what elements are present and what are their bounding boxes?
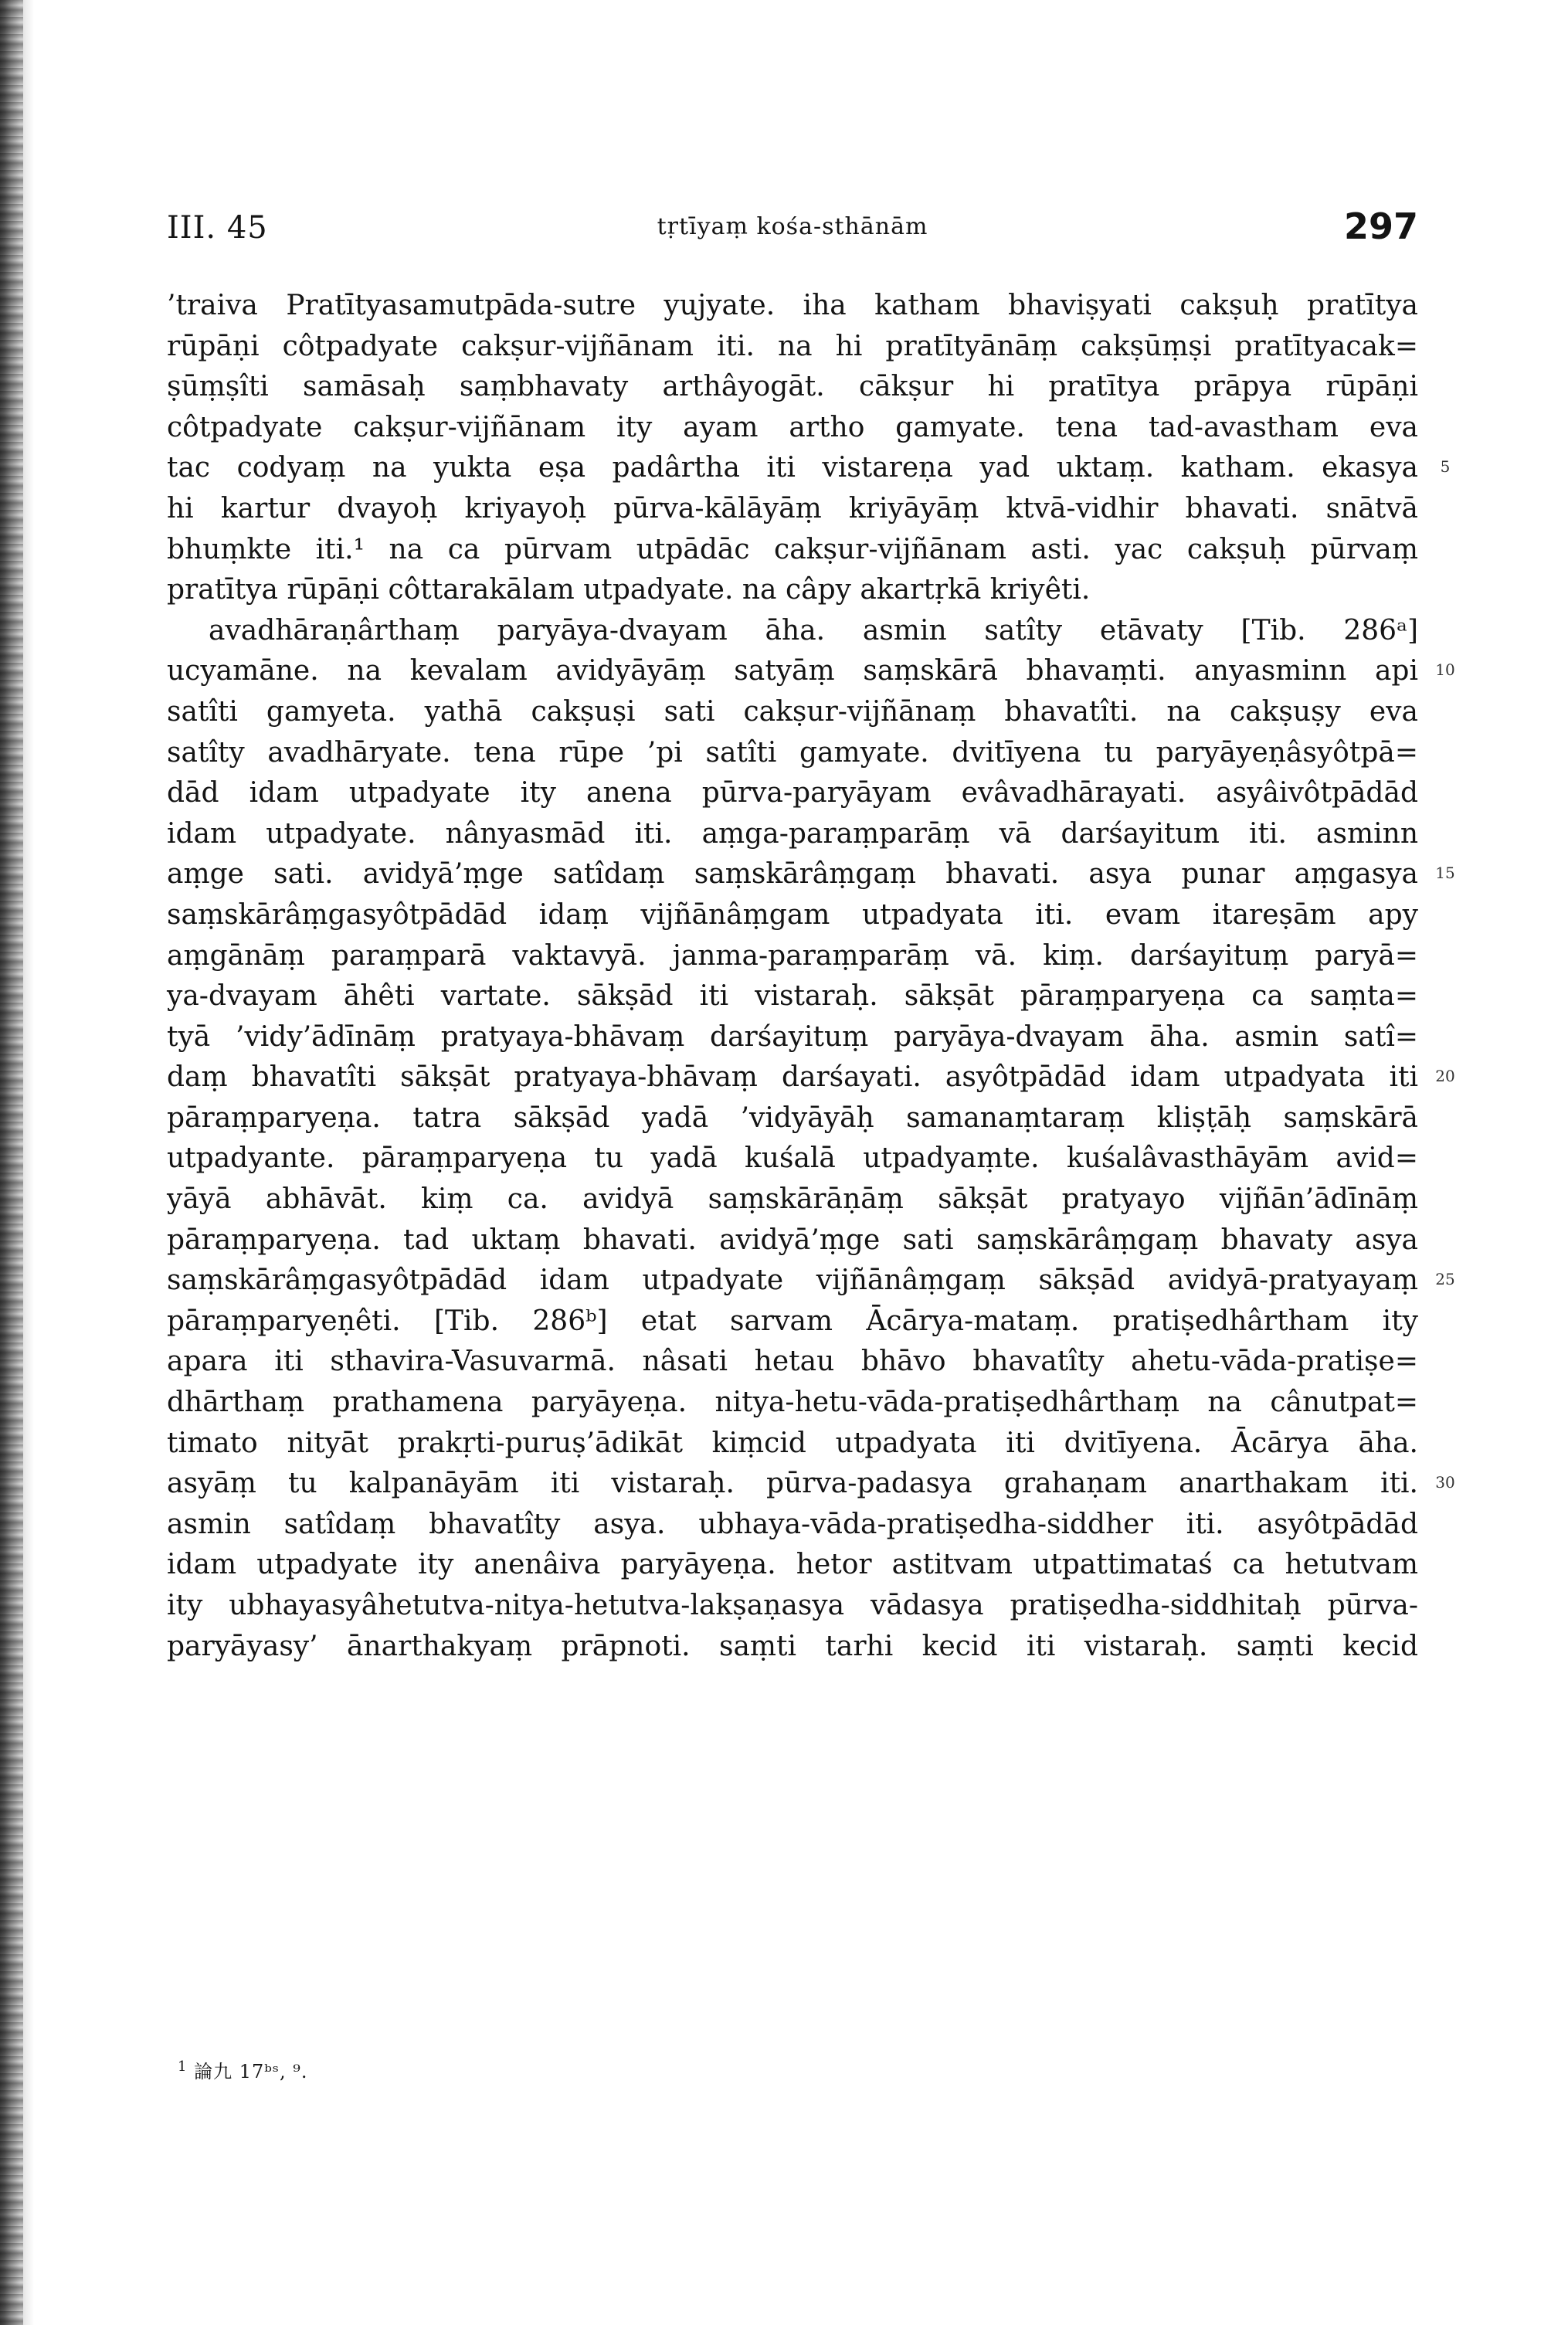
text-line: hi kartur dvayoḥ kriyayoḥ pūrva-kālāyāṃ kriyāyāṃ ktvā-vidhir bhavati. snātvā — [167, 492, 1418, 524]
text-line: rūpāṇi côtpadyate cakṣur-vijñānam iti. na hi pratītyānāṃ cakṣūṃṣi pratītyacak= — [167, 330, 1418, 362]
body-text — [167, 286, 1418, 1667]
text-line: paryāyasy’ ānarthakyaṃ prāpnoti. saṃti tarhi kecid iti vistaraḥ. saṃti kecid — [167, 1630, 1418, 1662]
text-line: tac codyaṃ na yukta eṣa padârtha iti vistareṇa yad uktaṃ. katham. ekasya — [167, 452, 1418, 484]
text-line: asmin satîdaṃ bhavatîty asya. ubhaya-vāda-pratiṣedha-siddher iti. asyôtpādād — [167, 1508, 1418, 1540]
text-line: saṃskārâṃgasyôtpādād idam utpadyate vijñānâṃgaṃ sākṣād avidyā-pratyayaṃ — [167, 1264, 1418, 1297]
text-line: avadhāraṇârthaṃ paryāya-dvayam āha. asmin satîty etāvaty [Tib. 286ᵃ] — [209, 614, 1418, 647]
scan-binding-shadow — [0, 0, 23, 2325]
text-line: dhārthaṃ prathamena paryāyeṇa. nitya-hetu-vāda-pratiṣedhârthaṃ na cânutpat= — [167, 1387, 1418, 1419]
text-line: bhuṃkte iti.¹ na ca pūrvam utpādāc cakṣur-vijñānam asti. yac cakṣuḥ pūrvaṃ — [167, 533, 1418, 565]
text-line: ucyamāne. na kevalam avidyāyāṃ satyāṃ saṃskārā bhavaṃti. anyasminn api — [167, 655, 1418, 687]
footnote-marker: 1 — [178, 2059, 188, 2075]
text-line: aṃge sati. avidyā’ṃge satîdaṃ saṃskārâṃgaṃ bhavati. asya punar aṃgasya — [167, 858, 1418, 891]
footnote — [178, 2056, 307, 2083]
line-number: 25 — [1435, 1270, 1455, 1288]
text-line: utpadyante. pāraṃparyeṇa tu yadā kuśalā utpadyaṃte. kuśalâvasthāyām avid= — [167, 1142, 1418, 1175]
text-line: asyāṃ tu kalpanāyām iti vistaraḥ. pūrva-padasya grahaṇam anarthakam iti. — [167, 1468, 1418, 1500]
text-line: satîti gamyeta. yathā cakṣuṣi sati cakṣur-vijñānaṃ bhavatîti. na cakṣuṣy eva — [167, 695, 1418, 728]
text-line: ya-dvayam āhêti vartate. sākṣād iti vistaraḥ. sākṣāt pāraṃparyeṇa ca saṃta= — [167, 980, 1418, 1013]
text-line: pratītya rūpāṇi côttarakālam utpadyate. na câpy akartṛkā kriyêti. — [167, 574, 1091, 606]
line-number: 10 — [1435, 660, 1455, 679]
text-line: aṃgānāṃ paraṃparā vaktavyā. janma-paraṃparāṃ vā. kiṃ. darśayituṃ paryā= — [167, 939, 1418, 972]
page-header — [167, 202, 1418, 256]
text-line: saṃskārâṃgasyôtpādād idaṃ vijñānâṃgam utpadyata iti. evam itareṣām apy — [167, 898, 1418, 931]
text-line: yāyā abhāvāt. kiṃ ca. avidyā saṃskārāṇāṃ sākṣāt pratyayo vijñān’ādīnāṃ — [167, 1183, 1418, 1216]
text-line: satîty avadhāryate. tena rūpe ’pi satîti gamyate. dvitīyena tu paryāyeṇâsyôtpā= — [167, 736, 1418, 769]
text-line: côtpadyate cakṣur-vijñānam ity ayam artho gamyate. tena tad-avastham eva — [167, 411, 1418, 443]
line-number: 20 — [1435, 1067, 1455, 1085]
text-line: pāraṃparyeṇa. tad uktaṃ bhavati. avidyā’ṃge sati saṃskārâṃgaṃ bhavaty asya — [167, 1224, 1418, 1256]
text-line: idam utpadyate. nânyasmād iti. aṃga-paraṃparāṃ vā darśayitum iti. asminn — [167, 817, 1418, 850]
text-line: pāraṃparyeṇa. tatra sākṣād yadā ’vidyāyāḥ samanaṃtaraṃ kliṣṭāḥ saṃskārā — [167, 1101, 1418, 1134]
text-line: idam utpadyate ity anenâiva paryāyeṇa. hetor astitvam utpattimataś ca hetutvam — [167, 1549, 1418, 1581]
text-line: ṣūṃṣîti samāsaḥ saṃbhavaty arthâyogāt. cākṣur hi pratītya prāpya rūpāṇi — [167, 371, 1418, 403]
page-number: 297 — [1343, 205, 1418, 247]
text-line: pāraṃparyeṇêti. [Tib. 286ᵇ] etat sarvam Ācārya-mataṃ. pratiṣedhârtham ity — [167, 1305, 1418, 1337]
text-line: dād idam utpadyate ity anena pūrva-paryāyam evâvadhārayati. asyâivôtpādād — [167, 777, 1418, 810]
text-line: daṃ bhavatîti sākṣāt pratyaya-bhāvaṃ darśayati. asyôtpādād idam utpadyata iti — [167, 1061, 1418, 1094]
text-line: timato nityāt prakṛti-puruṣ’ādikāt kiṃcid utpadyata iti dvitīyena. Ācārya āha. — [167, 1427, 1418, 1459]
line-number: 5 — [1440, 457, 1451, 476]
line-number: 30 — [1435, 1473, 1455, 1492]
running-title: tṛtīyaṃ kośa-sthānām — [657, 213, 928, 240]
footnote-text: 論九 17ᵇˢ, ⁹. — [194, 2061, 308, 2082]
text-line: ’traiva Pratītyasamutpāda-sutre yujyate. iha katham bhaviṣyati cakṣuḥ pratītya — [167, 290, 1418, 321]
text-line: ity ubhayasyâhetutva-nitya-hetutva-lakṣaṇasya vādasya pratiṣedha-siddhitaḥ pūrva- — [167, 1590, 1418, 1621]
section-reference: III. 45 — [167, 210, 268, 246]
line-number: 15 — [1435, 864, 1455, 882]
text-line: apara iti sthavira-Vasuvarmā. nâsati hetau bhāvo bhavatîty ahetu-vāda-pratiṣe= — [167, 1346, 1418, 1378]
text-line: tyā ’vidy’ādīnāṃ pratyaya-bhāvaṃ darśayituṃ paryāya-dvayam āha. asmin satî= — [167, 1020, 1418, 1053]
